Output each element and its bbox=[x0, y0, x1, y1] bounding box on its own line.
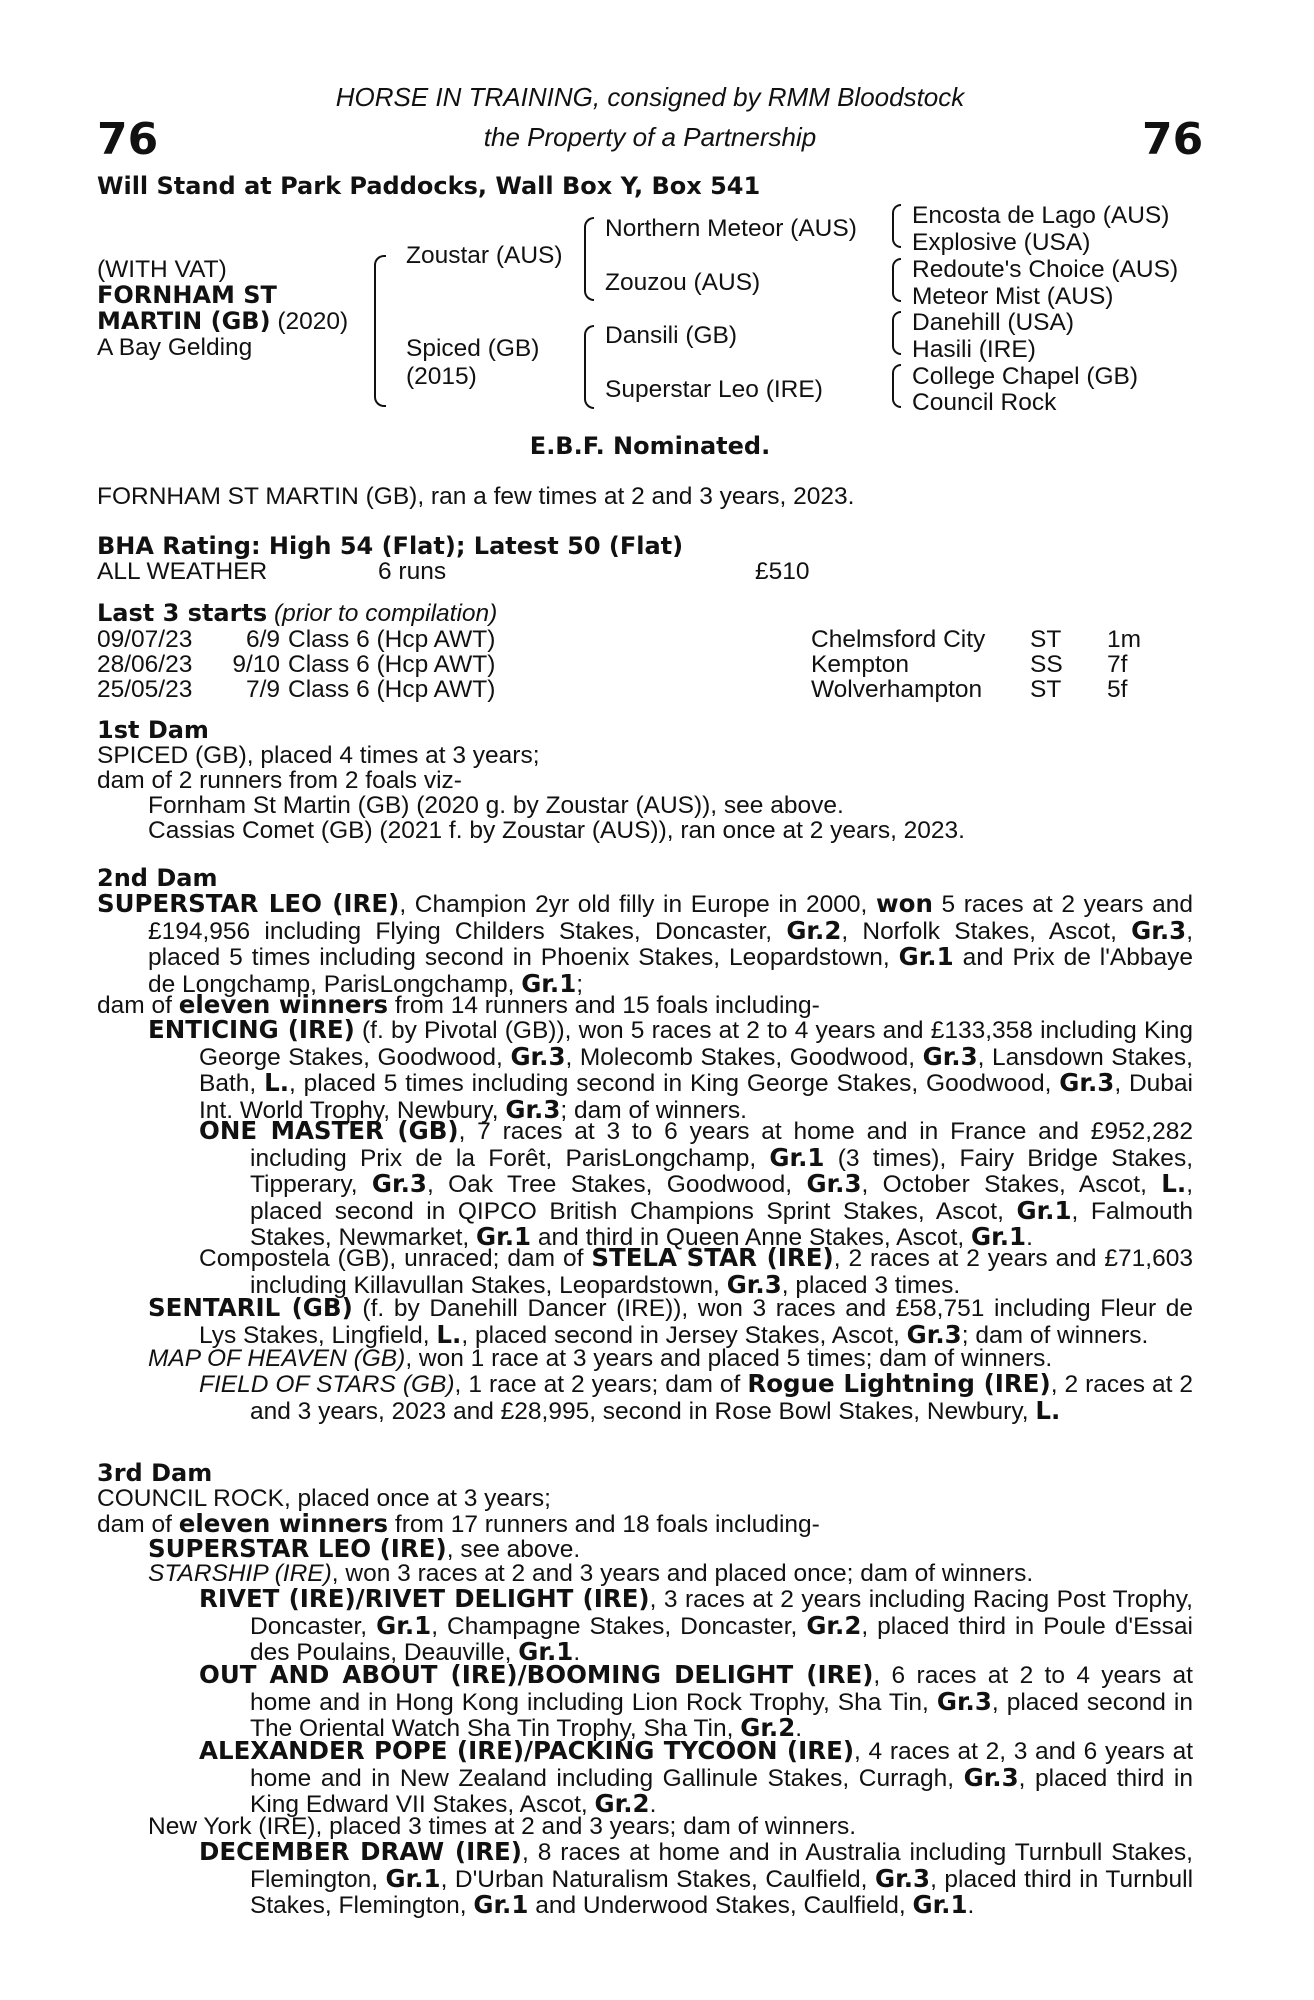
entry-text: ; bbox=[576, 970, 584, 998]
horse-name-line1: FORNHAM ST bbox=[97, 281, 277, 309]
entry-text: , Norfolk Stakes, Ascot, bbox=[841, 917, 1132, 945]
entry-text: , placed 3 times. bbox=[781, 1271, 961, 1299]
g4-ancestor-5: Danehill (USA) bbox=[912, 309, 1075, 336]
entry-text: , Champagne Stakes, Doncaster, bbox=[431, 1612, 807, 1640]
grade-label: Gr.3 bbox=[510, 1041, 566, 1071]
dam-line2: (2015) bbox=[406, 363, 477, 390]
grade-label: Gr.1 bbox=[971, 1222, 1027, 1251]
grade-label: L. bbox=[436, 1319, 462, 1349]
grade-label: Gr.3 bbox=[371, 1169, 427, 1198]
field-of-stars-entry bbox=[199, 1371, 1193, 1424]
horse-name: OUT AND ABOUT (IRE)/BOOMING DELIGHT (IRE) bbox=[199, 1660, 874, 1689]
vat-label: (WITH VAT) bbox=[97, 256, 227, 283]
entry-text: , Oak Tree Stakes, Goodwood, bbox=[426, 1171, 807, 1198]
entry-text: , placed third in King Edward VII Stakes, Ascot, bbox=[250, 1764, 1193, 1818]
start-date: 25/05/23 bbox=[97, 676, 193, 703]
starship-entry bbox=[148, 1561, 1033, 1587]
grade-label: Gr.1 bbox=[473, 1890, 529, 1919]
start-course: Wolverhampton bbox=[811, 676, 983, 703]
horse-name: STARSHIP (IRE) bbox=[148, 1560, 332, 1587]
entry-text: , placed third in Poule d'Essai des Poulains, Deauville, bbox=[250, 1612, 1193, 1666]
entry-text: , 1 race at 2 years; dam of bbox=[454, 1371, 748, 1398]
entry-text: . bbox=[795, 1715, 803, 1742]
rivet-entry bbox=[199, 1586, 1193, 1666]
grade-label: Gr.1 bbox=[518, 1637, 574, 1666]
entry-text: 5 races at 2 years and £194,956 including Flying Childers Stakes, Doncaster, bbox=[148, 891, 1193, 945]
start-class: Class 6 (Hcp AWT) bbox=[288, 626, 496, 653]
horse-name: MAP OF HEAVEN (GB) bbox=[148, 1345, 406, 1372]
entry-text: ; dam of winners. bbox=[961, 1321, 1149, 1349]
grade-label: Gr.3 bbox=[505, 1094, 561, 1124]
start-course: Chelmsford City bbox=[811, 626, 986, 653]
pedigree-brace-g4-4 bbox=[892, 364, 901, 408]
grade-label: Gr.1 bbox=[376, 1610, 432, 1640]
start-pos: 9/10 bbox=[232, 651, 280, 678]
entry-text: (f. by Danehill Dancer (IRE)), won 3 races and £58,751 including Fleur de Lys Stakes, Lingfield, bbox=[199, 1295, 1193, 1349]
ebf-nominated: E.B.F. Nominated. bbox=[529, 432, 771, 460]
first-dam-produce-1: Fornham St Martin (GB) (2020 g. by Zoustar (AUS)), see above. bbox=[148, 792, 844, 819]
pedigree-brace-g4-1 bbox=[892, 204, 901, 248]
entry-text: , placed 5 times including second in King George Stakes, Goodwood, bbox=[289, 1070, 1060, 1097]
entry-text: , won 1 race at 3 years and placed 5 times; dam of winners. bbox=[405, 1345, 1053, 1372]
grade-label: L. bbox=[264, 1068, 289, 1097]
grade-label: Gr.3 bbox=[1131, 915, 1187, 945]
third-dam-heading: 3rd Dam bbox=[97, 1459, 213, 1487]
horse-name: SUPERSTAR LEO (IRE) bbox=[97, 889, 400, 918]
horse-name: ALEXANDER POPE (IRE)/PACKING TYCOON (IRE) bbox=[199, 1736, 855, 1765]
horse-name: DECEMBER DRAW (IRE) bbox=[199, 1837, 522, 1866]
grade-label: L. bbox=[1161, 1169, 1187, 1198]
pedigree-brace-g4-2 bbox=[892, 258, 901, 302]
grade-label: Gr.2 bbox=[740, 1713, 796, 1742]
horse-name: ONE MASTER (GB) bbox=[199, 1116, 459, 1145]
start-dist: 5f bbox=[1107, 676, 1128, 703]
start-class: Class 6 (Hcp AWT) bbox=[288, 676, 496, 703]
entry-text: and third in Queen Anne Stakes, Ascot, bbox=[531, 1224, 972, 1251]
entry-text: , placed 5 times including second in Phoenix Stakes, Leopardstown, bbox=[148, 917, 1194, 971]
horse-name: SUPERSTAR LEO (IRE) bbox=[148, 1534, 447, 1563]
entry-text: , placed second in The Oriental Watch Sha Tin Trophy, Sha Tin, bbox=[250, 1688, 1193, 1742]
property-line: the Property of a Partnership bbox=[483, 122, 817, 152]
entry-text: , won 3 races at 2 and 3 years and placed once; dam of winners. bbox=[331, 1560, 1034, 1587]
dam-line1: Spiced (GB) bbox=[406, 335, 540, 362]
lot-number-right: 76 bbox=[1142, 114, 1204, 165]
horse-name-line2 bbox=[97, 309, 348, 335]
stand-location: Will Stand at Park Paddocks, Wall Box Y, Box 541 bbox=[97, 172, 761, 200]
first-dam-line2: dam of 2 runners from 2 foals viz- bbox=[97, 767, 462, 794]
compostela-entry bbox=[199, 1245, 1193, 1298]
sire: Zoustar (AUS) bbox=[406, 242, 563, 269]
horse-name: SENTARIL (GB) bbox=[148, 1293, 353, 1322]
entry-text: , placed third in Turnbull Stakes, Flemington, bbox=[250, 1865, 1194, 1919]
race-summary: FORNHAM ST MARTIN (GB), ran a few times at 2 and 3 years, 2023. bbox=[97, 483, 855, 510]
entry-text: , Champion 2yr old filly in Europe in 2000, bbox=[399, 891, 876, 918]
entry-text: , placed second in Jersey Stakes, Ascot, bbox=[461, 1321, 907, 1349]
horse-name: FIELD OF STARS (GB) bbox=[199, 1371, 455, 1398]
rating-surface: ALL WEATHER bbox=[97, 558, 268, 585]
grade-label: Gr.3 bbox=[875, 1863, 931, 1893]
december-draw-entry bbox=[199, 1839, 1193, 1919]
entry-text: and Prix de l'Abbaye de Longchamp, ParisLongchamp, bbox=[148, 944, 1193, 998]
rating-runs: 6 runs bbox=[378, 558, 447, 585]
horse-name: Rogue Lightning (IRE) bbox=[747, 1369, 1051, 1398]
entry-text: (f. by Pivotal (GB)), won 5 races at 2 to 4 years and £133,358 including King George Stakes, Goodwood, bbox=[199, 1017, 1194, 1071]
entry-text: dam of bbox=[97, 1511, 179, 1538]
last-starts-italic: (prior to compilation) bbox=[267, 600, 498, 627]
grade-label: Gr.3 bbox=[726, 1269, 782, 1299]
out-and-about-entry bbox=[199, 1662, 1193, 1742]
horse-name-bold: MARTIN (GB) bbox=[97, 307, 271, 335]
entry-text: , Molecomb Stakes, Goodwood, bbox=[565, 1043, 923, 1071]
horse-name: RIVET (IRE)/RIVET DELIGHT (IRE) bbox=[199, 1584, 650, 1613]
entry-text: , 8 races at home and in Australia including Turnbull Stakes, Flemington, bbox=[250, 1839, 1193, 1893]
entry-text: , Falmouth Stakes, Newmarket, bbox=[250, 1197, 1193, 1251]
start-dist: 1m bbox=[1107, 626, 1142, 653]
entry-text: , 4 races at 2, 3 and 6 years at home and in New Zealand including Gallinule Stakes, Curragh, bbox=[250, 1738, 1193, 1792]
one-master-entry bbox=[199, 1118, 1193, 1251]
superstar-leo-ref bbox=[148, 1536, 580, 1563]
third-dam-line1: COUNCIL ROCK, placed once at 3 years; bbox=[97, 1485, 551, 1512]
entry-text: (3 times), Fairy Bridge Stakes, Tipperary, bbox=[250, 1144, 1193, 1198]
start-pos: 6/9 bbox=[245, 626, 280, 653]
superstar-leo-entry bbox=[97, 891, 1193, 997]
entry-text: , see above. bbox=[446, 1536, 581, 1563]
consignor-line: HORSE IN TRAINING, consigned by RMM Bloodstock bbox=[335, 82, 965, 112]
entry-text: Compostela (GB), unraced; dam of bbox=[199, 1245, 592, 1272]
entry-text: . bbox=[573, 1639, 581, 1666]
start-dist: 7f bbox=[1107, 651, 1128, 678]
entry-text: , 2 races at 2 and 3 years, 2023 and £28,995, second in Rose Bowl Stakes, Newbury, bbox=[250, 1371, 1194, 1425]
grade-label: Gr.3 bbox=[906, 1319, 962, 1349]
first-dam-heading: 1st Dam bbox=[97, 716, 209, 744]
entry-text: , D'Urban Naturalism Stakes, Caulfield, bbox=[440, 1865, 875, 1893]
horse-foaled-year: (2020) bbox=[270, 308, 349, 335]
grade-label: Gr.1 bbox=[1016, 1195, 1072, 1225]
horse-description: A Bay Gelding bbox=[97, 334, 253, 361]
sire-sire: Northern Meteor (AUS) bbox=[605, 215, 857, 242]
entry-text: from 14 runners and 15 foals including- bbox=[388, 992, 820, 1019]
first-dam-produce-2: Cassias Comet (GB) (2021 f. by Zoustar (AUS)), ran once at 2 years, 2023. bbox=[148, 817, 965, 844]
grade-label: Gr.3 bbox=[922, 1041, 978, 1071]
grade-label: Gr.3 bbox=[936, 1686, 992, 1716]
start-class: Class 6 (Hcp AWT) bbox=[288, 651, 496, 678]
grade-label: Gr.1 bbox=[769, 1142, 825, 1172]
start-date: 28/06/23 bbox=[97, 651, 193, 678]
winners-count: eleven winners bbox=[178, 990, 389, 1019]
grade-label: Gr.2 bbox=[594, 1789, 650, 1818]
entry-text: , 3 races at 2 years including Racing Post Trophy, Doncaster, bbox=[250, 1586, 1193, 1640]
start-pos: 7/9 bbox=[245, 676, 280, 703]
grade-label: Gr.3 bbox=[963, 1762, 1019, 1792]
second-dam-heading: 2nd Dam bbox=[97, 864, 218, 892]
entry-text: , 2 races at 2 years and £71,603 including Killavullan Stakes, Leopardstown, bbox=[250, 1245, 1193, 1299]
grade-label: Gr.3 bbox=[1059, 1068, 1115, 1097]
pedigree-brace-dam bbox=[584, 325, 594, 409]
entry-text: . bbox=[1026, 1224, 1033, 1251]
grade-label: Gr.1 bbox=[898, 942, 954, 971]
g4-ancestor-2: Explosive (USA) bbox=[912, 229, 1091, 256]
grade-label: Gr.1 bbox=[912, 1890, 968, 1919]
alexander-pope-entry bbox=[199, 1738, 1193, 1818]
entry-text: , 7 races at 3 to 6 years at home and in France and £952,282 including Prix de la Forêt, ParisLongchamp, bbox=[250, 1118, 1193, 1172]
new-york-entry: New York (IRE), placed 3 times at 2 and 3 years; dam of winners. bbox=[148, 1813, 857, 1840]
entry-text: from 17 runners and 18 foals including- bbox=[388, 1511, 820, 1538]
g4-ancestor-6: Hasili (IRE) bbox=[912, 336, 1036, 363]
horse-name: ENTICING (IRE) bbox=[148, 1015, 355, 1044]
g4-ancestor-1: Encosta de Lago (AUS) bbox=[912, 202, 1170, 229]
start-surface: ST bbox=[1030, 626, 1062, 653]
entry-text: , placed second in QIPCO British Champions Sprint Stakes, Ascot, bbox=[250, 1171, 1193, 1225]
start-surface: ST bbox=[1030, 676, 1062, 703]
start-surface: SS bbox=[1030, 651, 1063, 678]
rating-earnings: £510 bbox=[755, 558, 810, 585]
dam-dam: Superstar Leo (IRE) bbox=[605, 376, 823, 403]
sentaril-entry bbox=[148, 1295, 1193, 1348]
entry-text: , Lansdown Stakes, Bath, bbox=[199, 1043, 1193, 1097]
first-dam-line1: SPICED (GB), placed 4 times at 3 years; bbox=[97, 742, 540, 769]
last-starts-bold: Last 3 starts bbox=[97, 599, 268, 627]
last-starts-heading bbox=[97, 601, 497, 627]
winners-count: eleven winners bbox=[178, 1509, 389, 1538]
entry-text: ; dam of winners. bbox=[560, 1096, 747, 1124]
entry-text: , Dubai Int. World Trophy, Newbury, bbox=[199, 1070, 1193, 1124]
grade-label: Gr.2 bbox=[806, 1610, 862, 1640]
g4-ancestor-4: Meteor Mist (AUS) bbox=[912, 283, 1114, 310]
grade-label: Gr.1 bbox=[385, 1863, 441, 1893]
g4-ancestor-7: College Chapel (GB) bbox=[912, 363, 1139, 390]
grade-label: L. bbox=[1035, 1395, 1061, 1425]
grade-label: Gr.2 bbox=[786, 915, 842, 945]
sire-dam: Zouzou (AUS) bbox=[605, 269, 761, 296]
entry-text: . bbox=[649, 1791, 657, 1818]
entry-text: dam of bbox=[97, 992, 179, 1019]
pedigree-brace-g4-3 bbox=[892, 311, 901, 355]
enticing-entry bbox=[148, 1017, 1193, 1123]
entry-text: . bbox=[967, 1892, 975, 1919]
grade-label: Gr.1 bbox=[521, 968, 577, 998]
start-date: 09/07/23 bbox=[97, 626, 193, 653]
pedigree-brace-sire bbox=[584, 217, 594, 301]
pedigree-brace-main bbox=[374, 255, 386, 407]
horse-name: STELA STAR (IRE) bbox=[591, 1243, 834, 1272]
start-course: Kempton bbox=[811, 651, 910, 678]
won-label: won bbox=[875, 889, 933, 918]
bha-rating: BHA Rating: High 54 (Flat); Latest 50 (Flat) bbox=[97, 532, 684, 560]
entry-text: , 6 races at 2 to 4 years at home and in Hong Kong including Lion Rock Trophy, Sha Tin, bbox=[250, 1662, 1193, 1716]
grade-label: Gr.3 bbox=[806, 1169, 862, 1198]
g4-ancestor-3: Redoute's Choice (AUS) bbox=[912, 256, 1179, 283]
map-of-heaven-entry bbox=[148, 1346, 1052, 1372]
dam-sire: Dansili (GB) bbox=[605, 322, 738, 349]
entry-text: , October Stakes, Ascot, bbox=[861, 1171, 1162, 1198]
lot-number-left: 76 bbox=[97, 114, 159, 165]
entry-text: and Underwood Stakes, Caulfield, bbox=[528, 1892, 913, 1919]
grade-label: Gr.1 bbox=[476, 1222, 532, 1251]
g4-ancestor-8: Council Rock bbox=[912, 389, 1057, 416]
